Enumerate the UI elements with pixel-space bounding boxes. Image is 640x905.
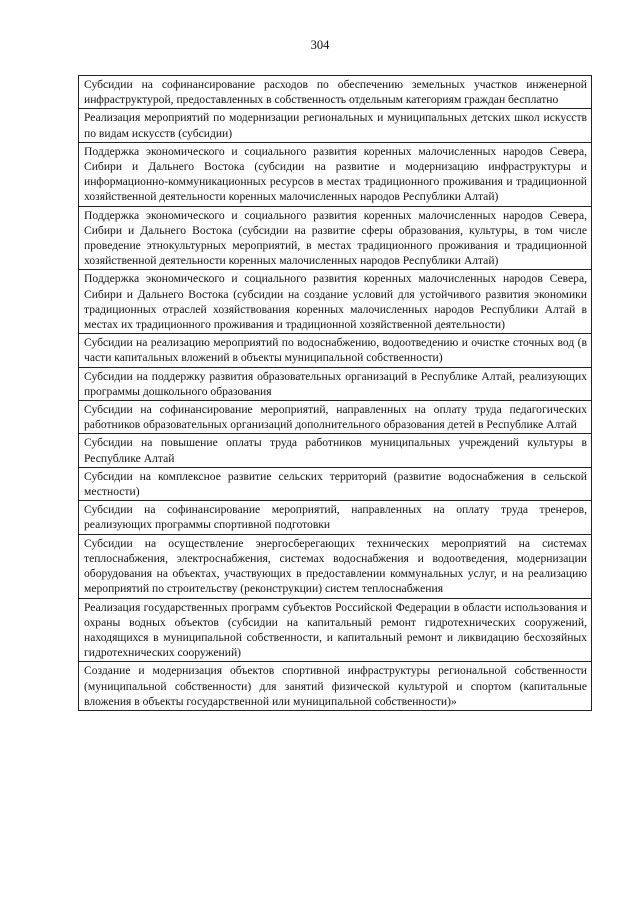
table-row [79,109,592,142]
table-row [79,367,592,400]
table-cell: Субсидии на комплексное развитие сельских территорий (развитие водоснабжения в сельской местности) [79,467,592,500]
table-cell: Поддержка экономического и социального развития коренных малочисленных народов Севера, Сибири и Дальнего Востока (субсидии на развитие сферы образования, культуры, в том числе проведение этнокультурных мероприятий, в местах традиционного проживания и традиционной хозяйственной деятельности коренных малочисленных народов Республики Алтай) [79,206,592,270]
table-cell: Поддержка экономического и социального развития коренных малочисленных народов Севера, Сибири и Дальнего Востока (субсидии на создание условий для устойчивого развития экономики традиционных отраслей хозяйствования коренных малочисленных народов Республики Алтай в местах их традиционного проживания и традиционной хозяйственной деятельности) [79,270,592,334]
table-row [79,142,592,206]
table-row [79,598,592,662]
table-row [79,501,592,534]
table-cell: Субсидии на повышение оплаты труда работников муниципальных учреждений культуры в Республике Алтай [79,434,592,467]
table-row [79,334,592,367]
table-cell: Реализация мероприятий по модернизации региональных и муниципальных детских школ искусств по видам искусств (субсидии) [79,109,592,142]
table-row [79,434,592,467]
table-row [79,206,592,270]
table-cell: Субсидии на софинансирование мероприятий, направленных на оплату труда тренеров, реализующих программы спортивной подготовки [79,501,592,534]
table-cell: Субсидии на софинансирование мероприятий, направленных на оплату труда педагогических работников образовательных организаций дополнительного образования детей в Республике Алтай [79,401,592,434]
table-row [79,467,592,500]
table-row [79,401,592,434]
table-cell: Создание и модернизация объектов спортивной инфраструктуры региональной собственности (муниципальной собственности) для занятий физической культурой и спортом (капитальные вложения в объекты государственной или муниципальной собственности)» [79,662,592,711]
table-cell: Реализация государственных программ субъектов Российской Федерации в области использования и охраны водных объектов (субсидии на капитальный ремонт гидротехнических сооружений, находящихся в муниципальной собственности, и капитальный ремонт и ликвидацию бесхозяйных гидротехнических сооружений) [79,598,592,662]
table-row [79,76,592,109]
table-row [79,662,592,711]
page-number: 304 [310,38,330,52]
table-cell: Поддержка экономического и социального развития коренных малочисленных народов Севера, Сибири и Дальнего Востока (субсидии на развитие и модернизацию инфраструктуры и информационно-коммуникационных ресурсов в местах традиционного проживания и традиционной хозяйственной деятельности коренных малочисленных народов Республики Алтай) [79,142,592,206]
subsidies-table [78,75,592,711]
table-cell: Субсидии на осуществление энергосберегающих технических мероприятий на системах теплоснабжения, электроснабжения, системах водоснабжения и водоотведения, модернизации оборудования на объектах, участвующих в предоставлении коммунальных услуг, и на реализацию мероприятий по строительству (реконструкции) систем теплоснабжения [79,534,592,598]
table-cell: Субсидии на поддержку развития образовательных организаций в Республике Алтай, реализующих программы дошкольного образования [79,367,592,400]
table-cell: Субсидии на реализацию мероприятий по водоснабжению, водоотведению и очистке сточных вод (в части капитальных вложений в объекты муниципальной собственности) [79,334,592,367]
table-cell: Субсидии на софинансирование расходов по обеспечению земельных участков инженерной инфраструктурой, предоставленных в собственность отдельным категориям граждан бесплатно [79,76,592,109]
table-row [79,534,592,598]
table-row [79,270,592,334]
